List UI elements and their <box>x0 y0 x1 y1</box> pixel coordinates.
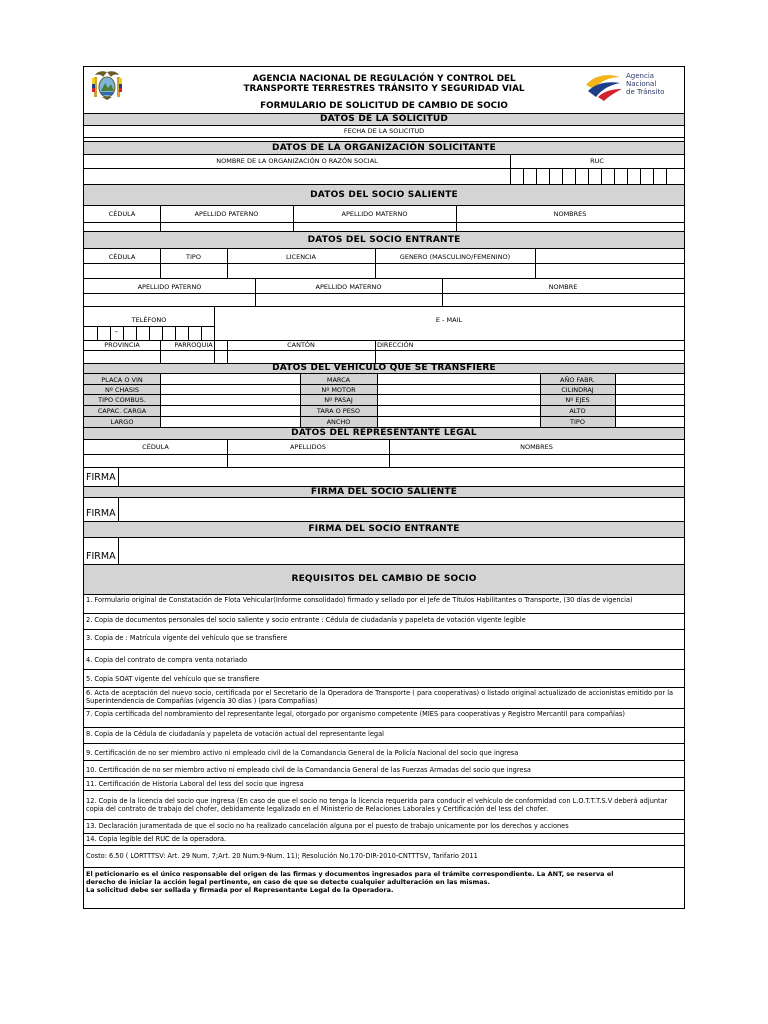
entrante-telefono-label: TELÉFONO <box>131 316 167 324</box>
nota-line-1: El peticionario es el único responsable del origen de las firmas y documentos ingresados para el trámite correspondiente. La ANT, se reserva el <box>86 870 614 878</box>
entrante-email-label: E - MAIL <box>435 316 463 324</box>
entrante-direccion-label: DIRECCIÓN <box>377 341 414 349</box>
requisito-2: 2. Copia de documentos personales del socio saliente y socio entrante : Cédula de ciudadanía y papeleta de votación vigente legible <box>86 616 526 624</box>
nombre-org-label: NOMBRE DE LA ORGANIZACIÓN O RAZÓN SOCIAL <box>216 157 378 165</box>
vehiculo-left-values[interactable] <box>161 374 300 427</box>
section-representante: DATOS DEL REPRESENTANTE LEGAL <box>291 428 477 438</box>
telefono-dash: - <box>115 327 118 336</box>
saliente-cedula-label: CÉDULA <box>108 210 136 218</box>
vehiculo-capacidad-label: CAPAC. CARGA <box>97 407 147 415</box>
form-title: FORMULARIO DE SOLICITUD DE CAMBIO DE SOCIO <box>260 101 508 111</box>
entrante-genero-label: GENERO (MASCULINO/FEMENINO) <box>399 253 511 261</box>
vehiculo-motor-label: Nº MOTOR <box>321 386 356 394</box>
vehiculo-anio-label: AÑO FABR. <box>560 376 595 384</box>
vehiculo-ancho-label: ANCHO <box>326 418 351 426</box>
ruc-digit-boxes[interactable] <box>510 168 684 184</box>
requisito-12: 12. Copia de la licencia del socio que ingresa (En caso de que el socio no tenga la licencia requerida para conducir el vehículo de conformidad con L.O.T.T.T.S.V deberá adjuntar copia del contrato de trabajo del chofer, debidamente legalizado en el Ministerio de Relaciones Laborales y Certificación del Iess del chofer. <box>86 797 668 813</box>
saliente-nombres-label: NOMBRES <box>553 210 587 218</box>
vehiculo-marca-label: MARCA <box>326 376 351 384</box>
firma-saliente-label: FIRMA <box>86 508 116 519</box>
entrante-licencia-label: LICENCIA <box>286 253 316 261</box>
email-field[interactable] <box>214 326 684 340</box>
costo-text: Costo: 6.50 ( LORTTTSV: Art. 29 Num. 7;Art. 20 Num.9-Num. 11); Resolución No.170-DIR-2010-CNTTTSV, Tarifario 2011 <box>86 852 478 860</box>
saliente-data-row[interactable] <box>84 223 684 231</box>
firma-saliente-field[interactable] <box>119 498 684 521</box>
ant-logo-line3: de Tránsito <box>626 88 665 96</box>
entrante-tipo-label: TIPO <box>186 253 201 261</box>
representante-apellidos-label: APELLIDOS <box>290 443 326 451</box>
ant-logo-icon <box>584 71 624 101</box>
ant-logo-line1: Agencia <box>626 72 655 80</box>
entrante-parroquia-label: PARROQUIA <box>174 341 213 349</box>
vehiculo-ejes-label: Nº EJES <box>565 396 590 404</box>
representante-nombres-label: NOMBRES <box>520 443 553 451</box>
ruc-label: RUC <box>590 157 604 165</box>
requisito-4: 4. Copia del contrato de compra venta notariado <box>86 656 248 664</box>
nota-line-3: La solicitud debe ser sellada y firmada por el Representante Legal de la Operadora. <box>86 886 394 894</box>
entrante-provincia-label: PROVINCIA <box>104 341 140 349</box>
requisito-13: 13. Declaración juramentada de que el socio no ha realizado cancelación alguna por el puesto de trabajo unicamente por los derechos y acciones <box>86 822 569 830</box>
firma-representante-label: FIRMA <box>86 472 116 483</box>
entrante-apellido-materno-label: APELLIDO MATERNO <box>315 283 382 291</box>
firma-entrante-label: FIRMA <box>86 551 116 562</box>
section-organizacion: DATOS DE LA ORGANIZACIÓN SOLICITANTE <box>272 143 496 153</box>
requisito-10: 10. Certificación de no ser miembro activo ni empleado civil de la Comandancia General de las Fuerzas Armadas del socio que ingresa <box>86 766 531 774</box>
entrante-row1-fields[interactable] <box>84 264 684 278</box>
vehiculo-placa-label: PLACA O VIN <box>101 376 143 384</box>
requisito-11: 11. Certificación de Historia Laboral del Iess del socio que ingresa <box>86 780 304 788</box>
fecha-solicitud-label: FECHA DE LA SOLICITUD <box>343 127 425 135</box>
vehiculo-right-values[interactable] <box>616 374 684 427</box>
vehiculo-tipo-label: TIPO <box>570 418 585 426</box>
vehiculo-middle-values[interactable] <box>378 374 540 427</box>
requisito-6: 6. Acta de aceptación del nuevo socio, certificada por el Secretario de la Operadora de Transporte ( para cooperativas) o listado original actualizado de accionistas emitido por la Superintendencia de Compañías (vigencia 30 días ) (para Compañías) <box>86 689 674 705</box>
nombre-org-field[interactable] <box>84 169 510 184</box>
ant-logo-line2: Nacional <box>626 80 657 88</box>
vehiculo-tara-label: TARA O PESO <box>316 407 361 415</box>
vehiculo-alto-label: ALTO <box>569 407 586 415</box>
telefono-digit-boxes[interactable] <box>84 326 214 340</box>
firma-representante-field[interactable] <box>119 468 684 486</box>
ant-logo <box>584 71 680 101</box>
vehiculo-chasis-label: Nº CHASIS <box>104 386 140 394</box>
entrante-canton-label: CANTÓN <box>287 341 315 349</box>
saliente-apellido-materno-label: APELLIDO MATERNO <box>341 210 408 218</box>
section-requisitos: REQUISITOS DEL CAMBIO DE SOCIO <box>291 574 477 584</box>
vehiculo-pasajeros-label: Nº PASAJ <box>324 396 353 404</box>
vehiculo-largo-label: LARGO <box>110 418 134 426</box>
entrante-cedula-label: CÉDULA <box>108 253 136 261</box>
nota-line-2: derecho de iniciar la acción legal pertinente, en caso de que se detecte cualquier adulteración en las mismas. <box>86 878 490 886</box>
section-firma-saliente: FIRMA DEL SOCIO SALIENTE <box>310 487 458 497</box>
requisito-8: 8. Copia de la Cédula de ciudadanía y papeleta de votación actual del representante legal <box>86 730 384 738</box>
section-firma-entrante: FIRMA DEL SOCIO ENTRANTE <box>308 524 460 534</box>
section-socio-entrante: DATOS DEL SOCIO ENTRANTE <box>307 235 461 245</box>
entrante-nombre-label: NOMBRE <box>548 283 578 291</box>
vehiculo-cilindraje-label: CILINDRAJ <box>561 386 594 394</box>
section-socio-saliente: DATOS DEL SOCIO SALIENTE <box>310 190 458 200</box>
agency-title-line1: AGENCIA NACIONAL DE REGULACIÓN Y CONTROL DEL <box>252 74 516 84</box>
requisito-7: 7. Copia certificada del nombramiento del representante legal, otorgado por organismo competente (MIES para cooperativas y Registro Mercantil para compañías) <box>86 710 625 718</box>
requisito-9: 9. Certificación de no ser miembro activo ni empleado civil de la Comandancia General de la Policía Nacional del socio que ingresa <box>86 749 519 757</box>
representante-cedula-label: CÉDULA <box>142 443 169 451</box>
entrante-address-fields[interactable] <box>84 351 684 363</box>
saliente-apellido-paterno-label: APELLIDO PATERNO <box>194 210 259 218</box>
requisito-5: 5. Copia SOAT vigente del vehículo que se transfiere <box>86 675 260 683</box>
entrante-apellido-paterno-label: APELLIDO PATERNO <box>137 283 202 291</box>
requisito-3: 3. Copia de : Matrícula vigente del vehículo que se transfiere <box>86 634 288 642</box>
responsabilidad-note <box>86 870 680 894</box>
entrante-row2-fields[interactable] <box>84 294 684 306</box>
section-datos-solicitud: DATOS DE LA SOLICITUD <box>319 114 449 124</box>
vehiculo-combustible-label: TIPO COMBUS. <box>98 396 146 404</box>
requisito-14: 14. Copia legible del RUC de la operadora. <box>86 835 227 843</box>
application-form <box>83 66 685 909</box>
representante-data-row[interactable] <box>84 455 684 467</box>
firma-entrante-field[interactable] <box>119 538 684 564</box>
requisito-1: 1. Formulario original de Constatación de Flota Vehicular(Informe consolidado) firmado y sellado por el Jefe de Títulos Habilitantes o Transporte, (30 días de vigencia) <box>86 596 633 604</box>
section-vehiculo: DATOS DEL VEHICULO QUE SE TRANSFIERE <box>272 363 496 373</box>
agency-title-line2: TRANSPORTE TERRESTRES TRÁNSITO Y SEGURIDAD VIAL <box>243 84 525 94</box>
